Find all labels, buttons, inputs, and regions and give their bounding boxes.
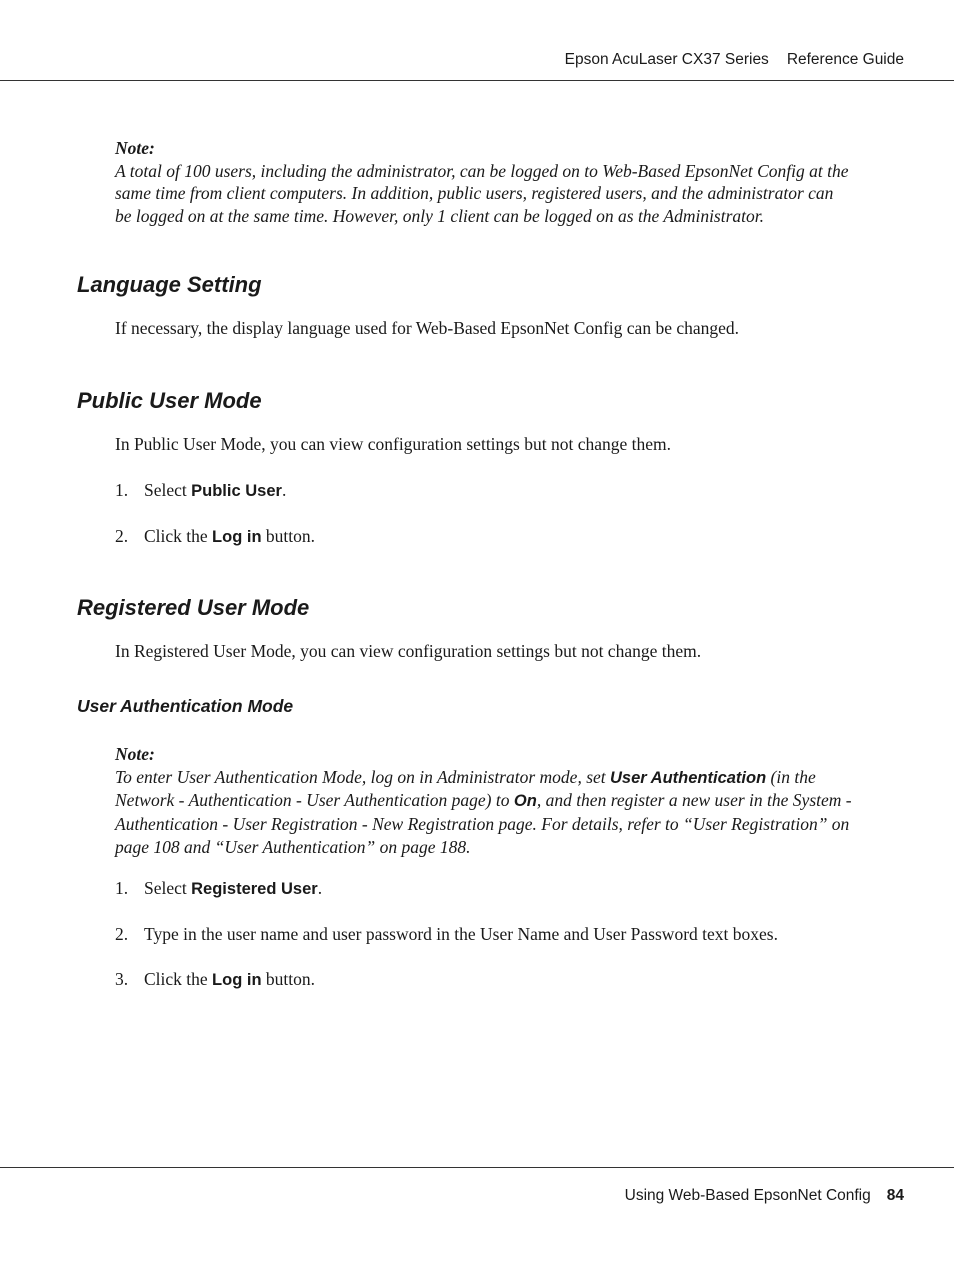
footer-section: Using Web-Based EpsonNet Config — [624, 1187, 871, 1204]
ui-term: Public User — [191, 482, 282, 500]
note-line: same time from client computers. In addition, public users, registered users, and the administrator can — [115, 183, 834, 204]
ui-term: On — [513, 792, 537, 811]
step-number: 1. — [115, 480, 129, 500]
note-user-authentication — [115, 743, 887, 859]
paragraph-registered-user-mode: In Registered User Mode, you can view configuration settings but not change them. — [115, 641, 702, 661]
step-number: 3. — [115, 969, 129, 989]
step-item — [115, 878, 322, 899]
step-item — [115, 480, 286, 501]
note-text: page 108 and “User Authentication” on page 188. — [115, 836, 471, 857]
step-text: button. — [261, 969, 316, 989]
step-text: . — [281, 480, 287, 500]
ui-term: User Authentication — [610, 768, 767, 787]
step-text: Select — [144, 480, 192, 500]
step-item — [115, 526, 315, 547]
heading-registered-user-mode: Registered User Mode — [77, 595, 310, 620]
note-text: Authentication - User Registration - New Registration page. For details, refer to “User Registration” on — [115, 814, 850, 835]
heading-user-authentication-mode: User Authentication Mode — [77, 696, 294, 716]
note-label: Note: — [115, 138, 155, 158]
heading-language-setting: Language Setting — [77, 272, 262, 297]
note-line: be logged on at the same time. However, only 1 client can be logged on as the Administrator. — [115, 206, 765, 227]
ui-term: Registered User — [191, 880, 318, 898]
step-text: . — [317, 878, 323, 898]
ui-term: Log in — [212, 971, 262, 989]
footer-rule — [0, 1167, 954, 1168]
note-text: (in the — [766, 766, 816, 787]
paragraph-public-user-mode: In Public User Mode, you can view configuration settings but not change them. — [115, 434, 671, 454]
running-header — [565, 51, 904, 69]
header-product: Epson AcuLaser CX37 Series — [564, 51, 769, 68]
step-item — [115, 924, 778, 945]
step-number: 2. — [115, 924, 129, 944]
step-text: button. — [261, 526, 316, 546]
ui-term: Log in — [212, 528, 262, 546]
page-number: 84 — [886, 1187, 904, 1204]
heading-public-user-mode: Public User Mode — [77, 388, 262, 413]
step-number: 2. — [115, 526, 129, 546]
header-guide: Reference Guide — [786, 51, 904, 68]
note-concurrent-users — [115, 137, 887, 228]
note-text: Network - Authentication - User Authentication page) to — [115, 790, 514, 811]
step-item — [115, 969, 315, 990]
note-text: , and then register a new user in the System - — [536, 790, 852, 811]
step-text: Click the — [144, 526, 213, 546]
step-text: Type in the user name and user password in the User Name and User Password text boxes. — [144, 924, 778, 944]
step-text: Select — [144, 878, 192, 898]
note-line: A total of 100 users, including the administrator, can be logged on to Web-Based EpsonNet Config at the — [115, 160, 849, 181]
header-rule — [0, 80, 954, 81]
running-footer — [625, 1187, 904, 1205]
paragraph-language-setting: If necessary, the display language used for Web-Based EpsonNet Config can be changed. — [115, 318, 740, 338]
step-number: 1. — [115, 878, 129, 898]
note-text: To enter User Authentication Mode, log on in Administrator mode, set — [115, 766, 611, 787]
step-text: Click the — [144, 969, 213, 989]
note-label: Note: — [115, 744, 155, 764]
